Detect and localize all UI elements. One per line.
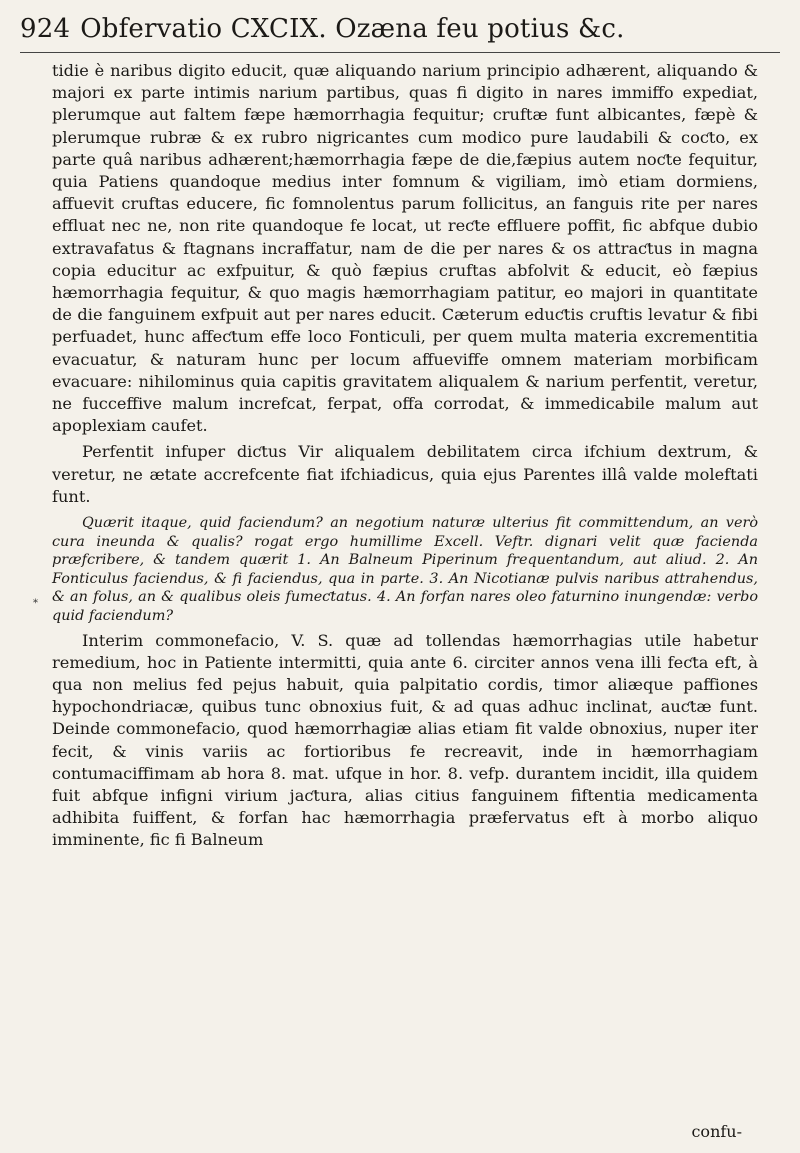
header-rule (20, 52, 780, 53)
paragraph-1: tidie è naribus digito educit, quæ aliquando narium principio adhærent, aliquando & majori ex parte intimis narium partibus, quas fi digito in nares immiffo expediat, plerumque aut faltem fæpe hæmorrhagia fequitur; cruftæ funt albicantes, fæpè & plerumque rubræ & ex rubro nigricantes cum modico pure laudabili & coƈto, ex parte quâ naribus adhærent;hæmorrhagia fæpe de die,fæpius autem noƈte fequitur, quia Patiens quandoque medius inter fomnum & vigiliam, imò etiam dormiens, affuevit cruftas educere, fic fomnolentus parum follicitus, an fanguis rite per nares effluat nec ne, non rite quandoque fe locat, ut reƈte effluere poffit, fic abfque dubio extravafatus & ftagnans incraffatur, nam de die per nares & os attraƈtus in magna copia educitur ac exfpuitur, & quò fæpius cruftas abfolvit & educit, eò fæpius hæmorrhagia fequitur, & quo magis hæmorrhagiam patitur, eo majori in quantitate de die fanguinem exfpuit aut per nares educit. Cæterum eduƈtis cruftis levatur & fibi perfuadet, hunc affeƈtum effe loco Fonticuli, per quem multa materia excrementitia evacuatur, & naturam hunc per locum affueviffe omnem materiam morbificam evacuare: nihilominus quia capitis gravitatem aliqualem & narium perfentit, veretur, ne fucceffive malum increfcat, ferpat, offa corrodat, & immedicabile malum aut apoplexiam caufet. (52, 61, 758, 436)
query-paragraph: Quærit itaque, quid faciendum? an negotium naturæ ulterius fit committendum, an verò cura ineunda & qualis? rogat ergo humillime Excell. Veftr. dignari velit quæ facienda præfcribere, & tandem quærit 1. An Balneum Piperinum frequentandum, aut aliud. 2. An Fonticulus faciendus, & fi faciendus, qua in parte. 3. An Nicotianæ pulvis naribus attrahendus, & an folus, an & qualibus oleis fumeƈtatus. 4. An forfan nares oleo faturnino inungendæ: verbo quid faciendum? (52, 515, 758, 625)
page-number: 924 (20, 14, 71, 44)
margin-mark: * (33, 598, 38, 609)
catchword: confu- (691, 1122, 742, 1141)
body-text (52, 60, 758, 852)
paragraph-4: Interim commonefacio, V. S. quæ ad tollendas hæmorrhagias utile habetur remedium, hoc in Patiente intermitti, quia ante 6. circiter annos vena illi feƈta eft, à qua non melius fed pejus habuit, quia palpitatio cordis, timor aliæque paffiones hypochondriacæ, quibus tunc obnoxius fuit, & ad quas adhuc inclinat, auƈtæ funt. Deinde commonefacio, quod hæmorrhagiæ alias etiam fit valde obnoxius, nuper iter fecit, & vinis variis ac fortioribus fe recreavit, inde in hæmorrhagiam contumaciffimam ab hora 8. mat. ufque in hor. 8. vefp. durantem incidit, illa quidem fuit abfque infigni virium jaƈtura, alias citius fanguinem fiftentia medicamenta adhibita fuiffent, & forfan hac hæmorrhagia præfervatus eft à morbo aliquo imminente, fic fi Balneum (52, 630, 758, 850)
running-header (20, 14, 780, 44)
running-title: Obfervatio CXCIX. Ozæna feu potius &c. (80, 14, 625, 44)
paragraph-2: Perfentit infuper diƈtus Vir aliqualem debilitatem circa ifchium dextrum, & veretur, ne ætate accrefcente fiat ifchiadicus, quia ejus Parentes illâ valde moleftati funt. (52, 442, 758, 506)
